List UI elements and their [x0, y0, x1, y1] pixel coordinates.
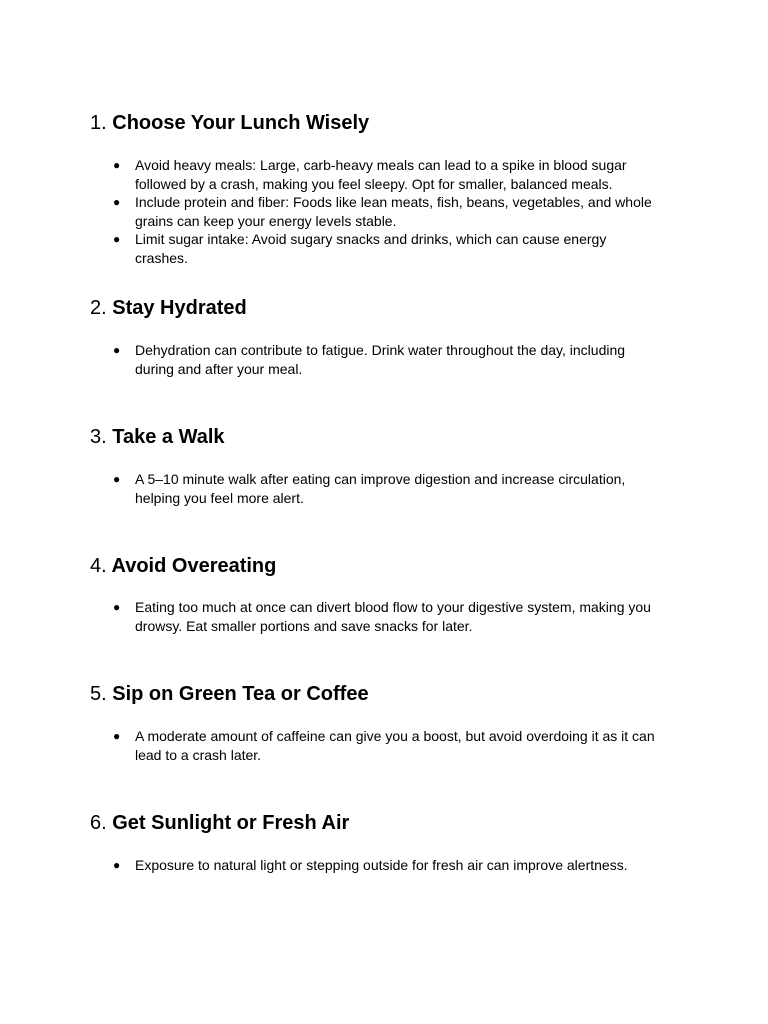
- section-number: 4.: [90, 555, 107, 577]
- list-item: [113, 598, 658, 635]
- section-title: Get Sunlight or Fresh Air: [112, 812, 350, 834]
- bullet-list: [113, 156, 658, 268]
- bullet-text: A moderate amount of caffeine can give you a boost, but avoid overdoing it as it can lead to a crash later.: [135, 728, 655, 763]
- section-title: Choose Your Lunch Wisely: [112, 112, 370, 134]
- list-item: [113, 856, 658, 875]
- bullet-text: A 5–10 minute walk after eating can improve digestion and increase circulation, helping you feel more alert.: [135, 471, 626, 506]
- bullet-icon: ●: [113, 158, 121, 172]
- section-number: 3.: [90, 426, 107, 448]
- section-title: Avoid Overeating: [111, 555, 277, 577]
- bullet-icon: ●: [113, 858, 121, 872]
- bullet-icon: ●: [113, 195, 121, 210]
- section-3: [90, 425, 690, 506]
- list-item: [113, 156, 658, 193]
- bullet-list: [113, 856, 658, 875]
- bullet-icon: ●: [113, 232, 121, 247]
- section-heading: [90, 111, 690, 135]
- section-2: [90, 296, 690, 377]
- section-heading: [90, 682, 690, 706]
- bullet-text: Eating too much at once can divert blood flow to your digestive system, making you drowsy. Eat smaller portions and save snacks for later.: [135, 599, 651, 634]
- section-title: Take a Walk: [112, 426, 225, 448]
- section-4: [90, 554, 690, 634]
- list-item: [113, 727, 658, 764]
- section-title: Stay Hydrated: [112, 297, 247, 319]
- section-heading: [90, 296, 690, 320]
- section-number: 5.: [90, 683, 107, 705]
- bullet-list: [113, 727, 658, 764]
- list-item: [113, 341, 658, 378]
- bullet-list: [113, 341, 658, 378]
- section-number: 2.: [90, 297, 107, 319]
- bullet-icon: ●: [113, 343, 121, 357]
- list-item: [113, 230, 658, 267]
- list-item: [113, 193, 658, 230]
- section-title: Sip on Green Tea or Coffee: [112, 683, 369, 705]
- bullet-text: Exposure to natural light or stepping outside for fresh air can improve alertness.: [135, 857, 628, 873]
- section-1: [90, 111, 690, 266]
- section-5: [90, 682, 690, 763]
- section-6: [90, 811, 690, 873]
- bullet-text: Limit sugar intake: Avoid sugary snacks and drinks, which can cause energy crashes.: [135, 231, 607, 266]
- bullet-icon: ●: [113, 600, 121, 614]
- section-number: 6.: [90, 812, 107, 834]
- bullet-icon: ●: [113, 472, 121, 486]
- bullet-list: [113, 598, 658, 635]
- section-heading: [90, 425, 690, 449]
- bullet-text: Dehydration can contribute to fatigue. Drink water throughout the day, including during and after your meal.: [135, 342, 626, 377]
- section-number: 1.: [90, 112, 107, 134]
- bullet-text: Avoid heavy meals: Large, carb-heavy meals can lead to a spike in blood sugar followed by a crash, making you feel sleepy. Opt for smaller, balanced meals.: [135, 157, 627, 192]
- bullet-icon: ●: [113, 729, 121, 743]
- section-heading: [90, 554, 690, 578]
- bullet-text: Include protein and fiber: Foods like lean meats, fish, beans, vegetables, and whole grains can keep your energy levels stable.: [135, 194, 652, 229]
- bullet-list: [113, 470, 658, 507]
- list-item: [113, 470, 658, 507]
- section-heading: [90, 811, 690, 835]
